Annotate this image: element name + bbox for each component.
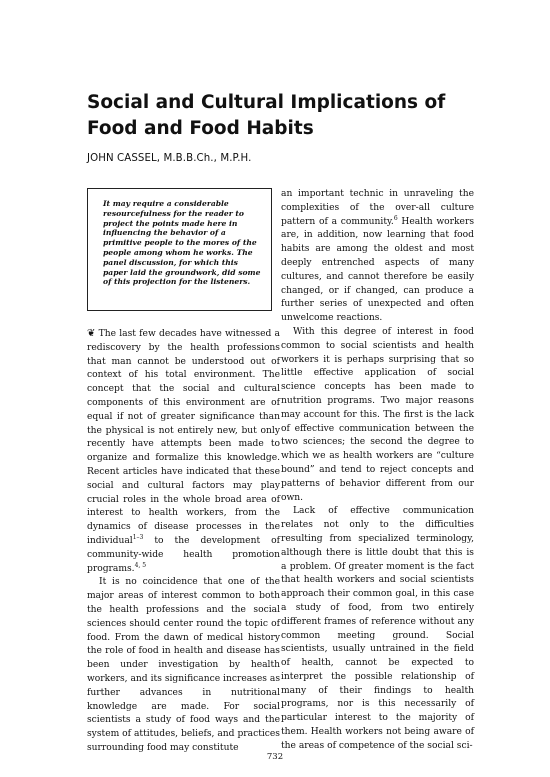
reference-marker: 4, 5 [134, 561, 147, 569]
paragraph-text: Health workers are, in addition, now learning that food habits are among the oldest and most deeply entrenched aspects of many cultures, and cannot therefore be easily changed, or if changed, can produce a further series of unexpected and often unwelcome reactions. [281, 216, 475, 324]
fleuron-icon: ❦ [87, 328, 96, 339]
abstract-text: It may require a considerable resourcefulness for the reader to project the points made here in influencing the behavior of a primitive people to the mores of the people among whom he works. The panel discussion, for which this paper laid the groundwork, did some of this projection for the listeners. [103, 199, 261, 287]
reference-marker: 1–3 [132, 533, 144, 541]
paragraph-text: an important technic in unraveling the complexities of the over-all culture pattern of a community. [281, 189, 474, 227]
body-paragraph: With this degree of interest in food common to social scientists and health workers it is perhaps surprising that so little effective application of social science concepts has been made to nutrition programs. Two major reasons may account for this. The first is the lack of effective communication between the two sciences; the second the degree to which we as health workers are “culture bound” and tend to reject concepts and patterns of behavior different from our own. [281, 326, 474, 503]
page-number: 732 [266, 752, 284, 762]
paragraph-text: to the development of community-wide health promotion programs. [87, 535, 280, 574]
body-paragraph [281, 188, 474, 326]
body-paragraph: Lack of effective communication relates not only to the difficulties resulting from specialized terminology, although there is little doubt that this is a problem. Of greater moment is the fact that health workers and social scientists approach their common goal, in this case a study of food, from two entirely different frames of reference without any common meeting ground. Social scientists, usually untrained in the field of health, cannot be expected to interpret the possible relationship of many of their findings to health programs, nor is this necessarily of particular interest to the majority of them. Health workers not being aware of the areas of competence of the social sci- [281, 506, 474, 751]
article-title: Social and Cultural Implications of Food and Food Habits [87, 92, 446, 139]
author-line: JOHN CASSEL, M.B.B.Ch., M.P.H. [87, 153, 252, 164]
body-paragraph: It is no coincidence that one of the major areas of interest common to both the health professions and the social sciences should center round the topic of food. From the dawn of medical history the role of food in health and disease has been under investigation by health workers, and its significance increases as further advances in nutritional knowledge are made. For social scientists a study of food ways and the system of attitudes, beliefs, and practices surrounding food may constitute [87, 577, 280, 753]
body-paragraph [87, 327, 280, 576]
paragraph-text: The last few decades have witnessed a rediscovery by the health professions that man cannot be understood out of context of his total environment. The concept that the social and cultural components of this environment are of equal if not of greater significance than the physical is not entirely new, but only recently have attempts been made to organize and formalize this knowledge. Recent articles have indicated that these social and cultural factors may play crucial roles in the whole broad area of interest to health workers, from the dynamics of disease processes in the individual [87, 329, 280, 546]
reference-marker: 6 [393, 214, 398, 222]
body-column-right [281, 188, 474, 754]
body-column-left [87, 327, 280, 756]
